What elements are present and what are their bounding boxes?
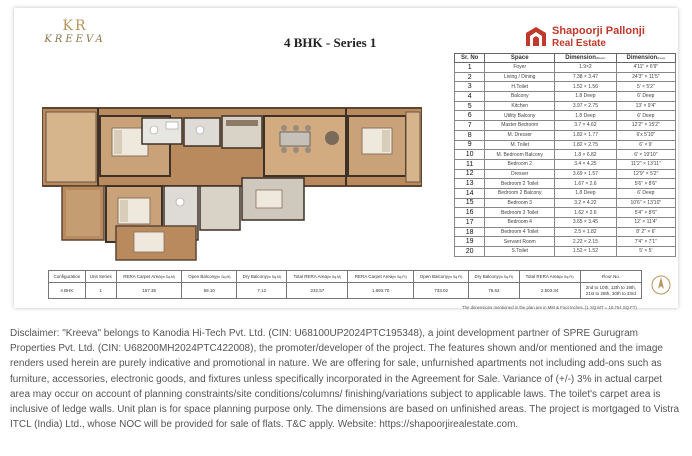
row-sr-no: 1 bbox=[455, 63, 485, 73]
area-summary-row bbox=[49, 283, 642, 299]
row-dimension-meter: 1.67 × 2.6 bbox=[555, 179, 617, 189]
row-space: Bedroom 3 bbox=[485, 198, 555, 208]
disclaimer-text: Disclaimer: "Kreeva" belongs to Kanodia Hi-Tech Pvt. Ltd. (CIN: U68100UP2024PTC195348), a joint development partner of SPRE Gurugram Properties Pvt. Ltd. (CIN: U68200MH2024PTC422008), the promoter/developer of the project. The features shown and/or mentioned and the image renders used herein are purely indicative and promotional in nature. We are offering for sale, unfurnished apartments not including add-ons such as furniture, accessories, electronic goods, and fixtures unless specifically incorporated in the Agreement for Sale. Variance of (+/-) 3% in actual carpet area may occur on account of planning constraints/site conditions/columns/ finishing/variations subject to applicable laws. The toilet's carpet area is inclusive of ledge walls. Unit plan is for space planning purpose only. The dimensions are based on unfinished areas. The project is mortgaged to Vistra ITCL (India) Ltd., whose NOC will be provided for sale of flats. T&C apply. Website: https://shapoorjirealestate.com. bbox=[10, 328, 680, 431]
row-sr-no: 17 bbox=[455, 218, 485, 228]
row-sr-no: 4 bbox=[455, 92, 485, 102]
dimensions-table-row bbox=[455, 63, 676, 73]
dimensions-table-row bbox=[455, 130, 676, 140]
summary-cell: 2,503.34 bbox=[519, 283, 580, 299]
row-space: Master Bedroom bbox=[485, 121, 555, 131]
row-dimension-feet: 5'6" × 8'6" bbox=[616, 179, 675, 189]
area-summary-header bbox=[49, 271, 642, 283]
row-dimension-feet: 6' × 19'10" bbox=[616, 150, 675, 160]
summary-cell: 232.57 bbox=[287, 283, 348, 299]
summary-col-header: Dry Balcony(in Sq.Ft) bbox=[469, 271, 519, 283]
floor-plan-image bbox=[42, 98, 422, 263]
row-dimension-feet: 12'2" × 15'2" bbox=[616, 121, 675, 131]
row-sr-no: 10 bbox=[455, 150, 485, 160]
row-dimension-meter: 7.38 × 3.47 bbox=[555, 72, 617, 82]
row-sr-no: 19 bbox=[455, 237, 485, 247]
row-dimension-feet: 6' Deep bbox=[616, 92, 675, 102]
row-sr-no: 20 bbox=[455, 247, 485, 257]
row-dimension-feet: 4'11" × 6'9" bbox=[616, 63, 675, 73]
floor-plan-sheet bbox=[14, 8, 678, 308]
row-space: Bedroom 2 Balcony bbox=[485, 188, 555, 198]
row-dimension-meter: 1.8 Deep bbox=[555, 188, 617, 198]
dimensions-table-row bbox=[455, 82, 676, 92]
developer-logo-icon bbox=[524, 24, 548, 48]
row-dimension-feet: 24'3" × 11'5" bbox=[616, 72, 675, 82]
row-space: M. Dresser bbox=[485, 130, 555, 140]
floor-range-line: 21st to 28th, 30th to 33rd bbox=[585, 290, 636, 296]
row-dimension-meter: 1.62 × 2.6 bbox=[555, 208, 617, 218]
row-space: S.Toilet bbox=[485, 247, 555, 257]
summary-col-header: Dry Balcony(in Sq.M) bbox=[237, 271, 287, 283]
summary-col-header: Total RERA Area(in Sq.Ft) bbox=[519, 271, 580, 283]
summary-cell: 68.10 bbox=[182, 283, 237, 299]
dimensions-table-row bbox=[455, 179, 676, 189]
dimensions-table-row bbox=[455, 72, 676, 82]
row-space: Kitchen bbox=[485, 101, 555, 111]
row-sr-no: 13 bbox=[455, 179, 485, 189]
developer-subtitle: Real Estate bbox=[552, 38, 606, 49]
row-dimension-feet: 6' Deep bbox=[616, 111, 675, 121]
row-dimension-meter: 3.7 × 4.62 bbox=[555, 121, 617, 131]
row-dimension-meter: 1.82 × 2.75 bbox=[555, 140, 617, 150]
row-space: Utility Balcony bbox=[485, 111, 555, 121]
row-dimension-feet: 6' Deep bbox=[616, 188, 675, 198]
floor-range-line: 2nd to 10th, 12th to 19th, bbox=[585, 284, 636, 290]
row-dimension-meter: 3.4 × 4.25 bbox=[555, 159, 617, 169]
row-sr-no: 14 bbox=[455, 188, 485, 198]
row-dimension-meter: 1.8 × 6.82 bbox=[555, 150, 617, 160]
dimensions-table bbox=[454, 53, 676, 257]
row-space: Bedroom 2 bbox=[485, 159, 555, 169]
row-sr-no: 8 bbox=[455, 130, 485, 140]
dimensions-table-body bbox=[455, 63, 676, 257]
summary-col-header: Open Balcony(in Sq.Ft) bbox=[414, 271, 469, 283]
north-arrow-icon bbox=[650, 274, 672, 296]
dimensions-table-row bbox=[455, 111, 676, 121]
summary-col-header: Open Balcony(in Sq.M) bbox=[182, 271, 237, 283]
col-header-dimension-feet: Dimension(Feet) bbox=[616, 54, 675, 63]
row-sr-no: 11 bbox=[455, 159, 485, 169]
row-dimension-meter: 3.97 × 2.75 bbox=[555, 101, 617, 111]
dimensions-table-row bbox=[455, 92, 676, 102]
row-sr-no: 18 bbox=[455, 227, 485, 237]
row-dimension-feet: 13' × 9'4" bbox=[616, 101, 675, 111]
summary-col-header: Floor No. bbox=[580, 271, 641, 283]
row-dimension-feet: 6' × 9' bbox=[616, 140, 675, 150]
row-dimension-meter: 2.22 × 2.15 bbox=[555, 237, 617, 247]
page-title: 4 BHK - Series 1 bbox=[284, 35, 377, 50]
area-summary-table bbox=[48, 270, 642, 299]
row-dimension-feet: 5' × 5'2" bbox=[616, 82, 675, 92]
row-space: Servant Room bbox=[485, 237, 555, 247]
row-space: M. Toilet bbox=[485, 140, 555, 150]
row-space: Balcony bbox=[485, 92, 555, 102]
summary-floor-cell bbox=[580, 283, 641, 299]
row-dimension-meter: 1.8 Deep bbox=[555, 111, 617, 121]
summary-cell: 733.02 bbox=[414, 283, 469, 299]
summary-cell: 1,693.70 bbox=[348, 283, 414, 299]
dimensions-table-row bbox=[455, 140, 676, 150]
row-dimension-feet: 7'4" × 7'1" bbox=[616, 237, 675, 247]
row-space: Dresser bbox=[485, 169, 555, 179]
dimensions-table-row bbox=[455, 198, 676, 208]
kreeva-logo-mark: KR bbox=[62, 18, 88, 34]
dimensions-table-header bbox=[455, 54, 676, 63]
row-sr-no: 2 bbox=[455, 72, 485, 82]
row-dimension-feet: 10'6" × 13'10" bbox=[616, 198, 675, 208]
summary-cell: 76.62 bbox=[469, 283, 519, 299]
row-dimension-meter: 1.9×2 bbox=[555, 63, 617, 73]
row-sr-no: 3 bbox=[455, 82, 485, 92]
col-header-dimension-meter: Dimension(Meter) bbox=[555, 54, 617, 63]
dimensions-table-row bbox=[455, 227, 676, 237]
dimensions-table-row bbox=[455, 188, 676, 198]
col-header-sr: Sr. No bbox=[455, 54, 485, 63]
row-dimension-meter: 2.5 × 1.82 bbox=[555, 227, 617, 237]
row-sr-no: 12 bbox=[455, 169, 485, 179]
row-sr-no: 15 bbox=[455, 198, 485, 208]
row-dimension-feet: 12' × 11'4" bbox=[616, 218, 675, 228]
row-sr-no: 16 bbox=[455, 208, 485, 218]
row-dimension-meter: 3.2 × 4.22 bbox=[555, 198, 617, 208]
summary-col-header: Unit Series bbox=[85, 271, 116, 283]
row-space: Bedroom 4 bbox=[485, 218, 555, 228]
dimensions-table-row bbox=[455, 121, 676, 131]
summary-cell: 4 BHK bbox=[49, 283, 86, 299]
summary-col-header: Total RERA Area(in Sq.M) bbox=[287, 271, 348, 283]
developer-name: Shapoorji Pallonji bbox=[552, 25, 645, 37]
dimensions-table-row bbox=[455, 218, 676, 228]
row-sr-no: 5 bbox=[455, 101, 485, 111]
row-dimension-meter: 3.65 × 3.45 bbox=[555, 218, 617, 228]
dimensions-table-row bbox=[455, 247, 676, 257]
row-dimension-meter: 1.8 Deep bbox=[555, 92, 617, 102]
kreeva-logo bbox=[40, 18, 110, 45]
row-dimension-feet: 5' × 5' bbox=[616, 247, 675, 257]
row-dimension-meter: 1.52 × 1.56 bbox=[555, 82, 617, 92]
row-dimension-meter: 3.69 × 1.57 bbox=[555, 169, 617, 179]
summary-cell: 7.12 bbox=[237, 283, 287, 299]
row-space: Bedroom 2 Toilet bbox=[485, 179, 555, 189]
dimensions-table-row bbox=[455, 101, 676, 111]
summary-col-header: RERA Carpet Area(in Sq.M) bbox=[116, 271, 182, 283]
row-space: Living / Dining bbox=[485, 72, 555, 82]
row-space: Bedroom 4 Toilet bbox=[485, 227, 555, 237]
dimensions-table-row bbox=[455, 237, 676, 247]
col-header-space: Space bbox=[485, 54, 555, 63]
summary-cell: 1 bbox=[85, 283, 116, 299]
row-space: Bedroom 3 Toilet bbox=[485, 208, 555, 218]
row-sr-no: 7 bbox=[455, 121, 485, 131]
summary-cell: 157.35 bbox=[116, 283, 182, 299]
summary-col-header: Configuration bbox=[49, 271, 86, 283]
dimensions-table-row bbox=[455, 169, 676, 179]
row-sr-no: 9 bbox=[455, 140, 485, 150]
dimension-note: The dimensions mentioned in the plan are in MM & Foot Inches. (1 SQ.MT = 10.764 SQ.FT) bbox=[462, 305, 637, 310]
dimensions-table-row bbox=[455, 159, 676, 169]
row-dimension-feet: 12'9" × 5'2" bbox=[616, 169, 675, 179]
row-dimension-feet: 11'2" × 13'11" bbox=[616, 159, 675, 169]
row-dimension-feet: 5'4" × 8'6" bbox=[616, 208, 675, 218]
dimensions-table-row bbox=[455, 208, 676, 218]
summary-col-header: RERA Carpet Area(in Sq.Ft) bbox=[348, 271, 414, 283]
row-space: H.Toilet bbox=[485, 82, 555, 92]
row-space: Foyer bbox=[485, 63, 555, 73]
row-space: M. Bedroom Balcony bbox=[485, 150, 555, 160]
row-dimension-feet: 8' 2" × 6' bbox=[616, 227, 675, 237]
dimensions-table-row bbox=[455, 150, 676, 160]
row-dimension-meter: 1.82 × 1.77 bbox=[555, 130, 617, 140]
row-dimension-feet: 6'x 5'10" bbox=[616, 130, 675, 140]
kreeva-logo-word: KREEVA bbox=[44, 34, 106, 45]
row-dimension-meter: 1.52 × 1.52 bbox=[555, 247, 617, 257]
row-sr-no: 6 bbox=[455, 111, 485, 121]
